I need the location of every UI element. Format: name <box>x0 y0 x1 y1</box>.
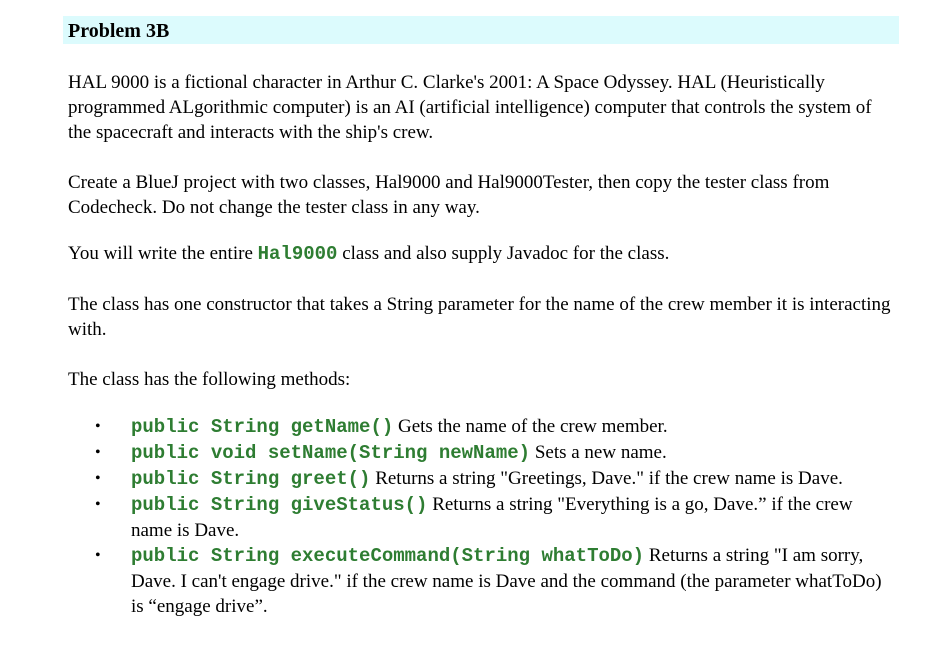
title-bar <box>63 16 899 44</box>
method-signature: public String greet() <box>131 468 371 490</box>
list-item <box>68 440 898 466</box>
method-signature: public String getName() <box>131 416 394 438</box>
methods-intro-paragraph: The class has the following methods: <box>68 369 351 390</box>
method-description: Gets the name of the crew member. <box>393 416 668 437</box>
method-description: Returns a string "Greetings, Dave." if the crew name is Dave. <box>370 468 843 489</box>
page-title: Problem 3B <box>68 20 170 42</box>
method-description: Returns a string "Everything is a go, Dave.” if the crew name is Dave. <box>131 494 853 541</box>
class-name-code: Hal9000 <box>257 243 338 265</box>
list-item <box>68 543 898 619</box>
write-text-after: class and also supply Javadoc for the class. <box>337 243 670 264</box>
method-signature: public String executeCommand(String whatToDo) <box>131 545 645 567</box>
write-paragraph <box>68 241 898 267</box>
constructor-paragraph: The class has one constructor that takes a String parameter for the name of the crew member it is interacting with. <box>68 294 891 340</box>
bullet-icon: • <box>95 547 101 564</box>
intro-paragraph: HAL 9000 is a fictional character in Arthur C. Clarke's 2001: A Space Odyssey. HAL (Heuristically programmed ALgorithmic computer) is an AI (artificial intelligence) computer that controls the system of the spacecraft and interacts with the ship's crew. <box>68 72 872 143</box>
list-item <box>68 414 898 440</box>
list-item <box>68 466 898 492</box>
method-description: Sets a new name. <box>530 442 667 463</box>
method-signature: public String giveStatus() <box>131 494 428 516</box>
bullet-icon: • <box>95 444 101 461</box>
bullet-icon: • <box>95 418 101 435</box>
methods-list <box>68 414 898 619</box>
method-signature: public void setName(String newName) <box>131 442 531 464</box>
bullet-icon: • <box>95 496 101 513</box>
write-text-before: You will write the entire <box>68 243 258 264</box>
list-item <box>68 492 898 543</box>
method-description: Returns a string "I am sorry, Dave. I can't engage drive." if the crew name is Dave and the command (the parameter whatToDo) is “engage drive”. <box>131 545 882 617</box>
bullet-icon: • <box>95 470 101 487</box>
project-paragraph: Create a BlueJ project with two classes, Hal9000 and Hal9000Tester, then copy the tester class from Codecheck. Do not change the tester class in any way. <box>68 172 830 218</box>
